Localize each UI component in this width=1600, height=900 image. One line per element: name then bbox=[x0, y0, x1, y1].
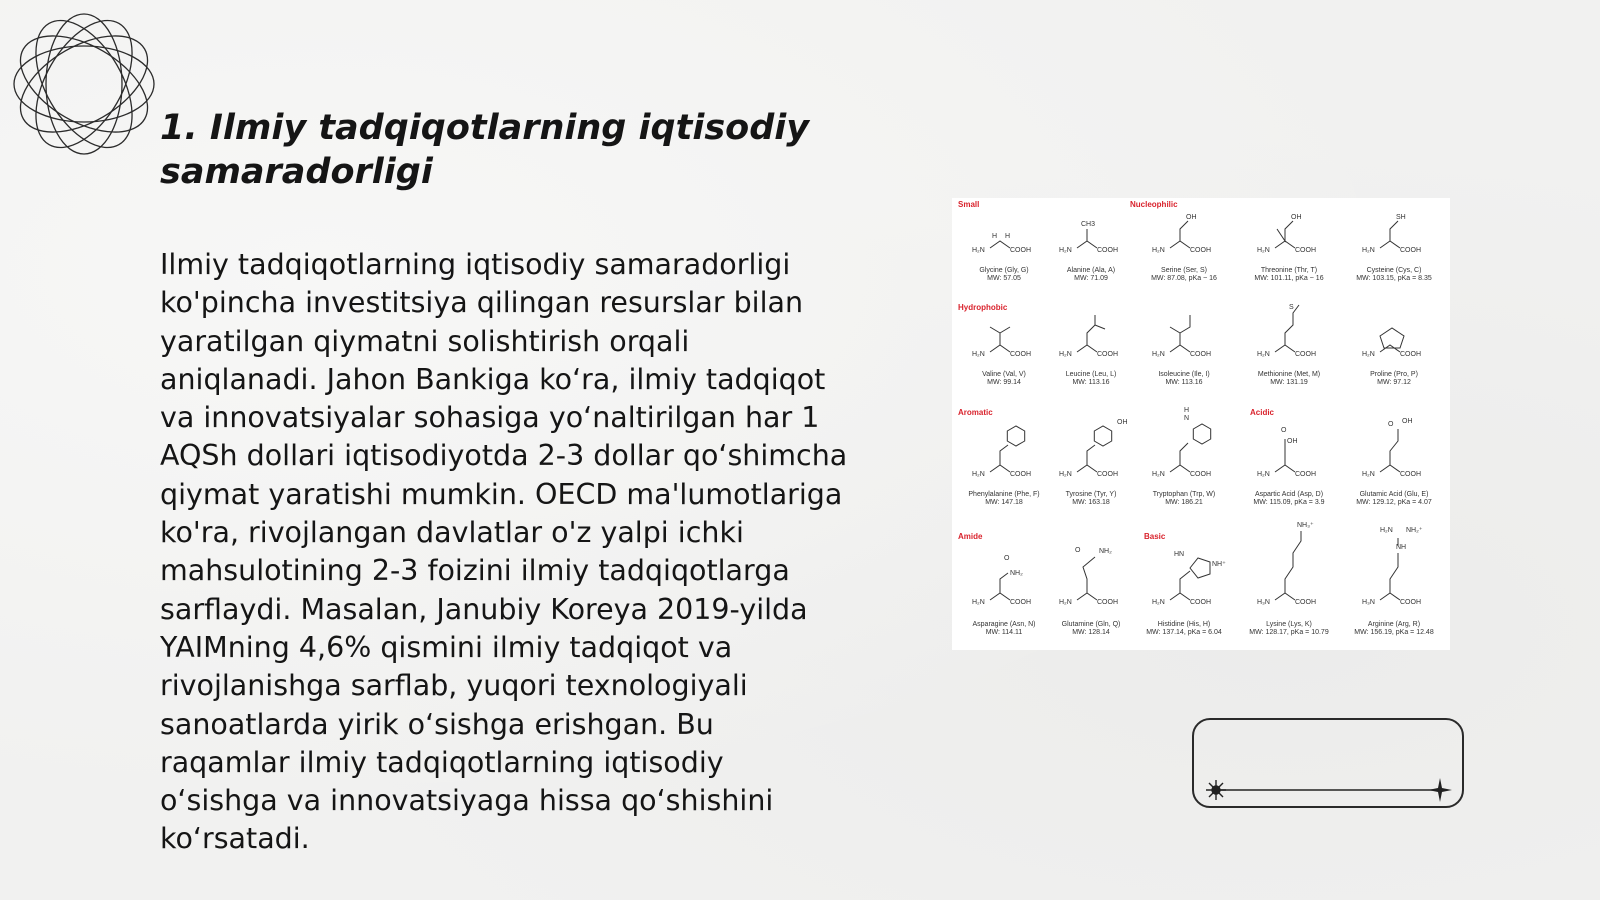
arginine-side-chain bbox=[1390, 553, 1398, 593]
amino-acid-mw: MW: 137.14, pKa = 6.04 bbox=[1146, 629, 1222, 636]
amino-acid-name: Tyrosine (Tyr, Y) bbox=[1065, 491, 1117, 498]
backbone-bond bbox=[990, 465, 1010, 472]
carboxyl-label: COOH bbox=[1190, 599, 1211, 606]
carboxyl-label: COOH bbox=[1097, 247, 1118, 254]
amino-acid-name: Serine (Ser, S) bbox=[1161, 267, 1207, 274]
glutamic-o-label: O bbox=[1388, 421, 1394, 428]
backbone-bond bbox=[1275, 345, 1295, 352]
tyrosine-ring bbox=[1094, 426, 1111, 446]
slide-title-line-1: 1. Ilmiy tadqiqotlarning iqtisodiy bbox=[160, 108, 810, 148]
slider-track-graphic bbox=[1194, 720, 1466, 810]
group-label-acidic: Acidic bbox=[1250, 408, 1275, 417]
amino-acid-name: Arginine (Arg, R) bbox=[1367, 621, 1421, 628]
carboxyl-label: COOH bbox=[1400, 599, 1421, 606]
amino-acid-structures-figure bbox=[952, 198, 1450, 650]
amino-acid-name: Tryptophan (Trp, W) bbox=[1152, 491, 1216, 498]
amino-acid-name: Lysine (Lys, K) bbox=[1266, 621, 1312, 628]
glutamine-o-label: O bbox=[1075, 547, 1081, 554]
tryptophan-n-label: N bbox=[1184, 415, 1190, 422]
backbone-bond bbox=[990, 345, 1010, 352]
asparagine-side-chain-label: NH₂ bbox=[1010, 570, 1023, 577]
slider-widget[interactable] bbox=[1192, 718, 1464, 808]
group-label-basic: Basic bbox=[1144, 532, 1166, 541]
amino-acid-mw: MW: 113.16 bbox=[1072, 379, 1110, 386]
isoleucine-side-chain-branch bbox=[1180, 315, 1190, 333]
carboxyl-label: COOH bbox=[1190, 247, 1211, 254]
carboxyl-label: COOH bbox=[1010, 247, 1031, 254]
slider-start-sun-icon bbox=[1206, 780, 1226, 800]
tyrosine-side-chain bbox=[1087, 445, 1095, 465]
amino-acid-mw: MW: 99.14 bbox=[987, 379, 1021, 386]
histidine-nh-label: NH⁺ bbox=[1212, 561, 1226, 568]
histidine-side-chain bbox=[1180, 571, 1190, 593]
amino-acid-name: Threonine (Thr, T) bbox=[1260, 267, 1318, 274]
tryptophan-side-chain bbox=[1180, 443, 1188, 465]
amino-acid-name: Methionine (Met, M) bbox=[1257, 371, 1321, 378]
backbone-bond bbox=[1380, 465, 1400, 472]
amino-acid-name: Proline (Pro, P) bbox=[1370, 371, 1418, 378]
amino-acid-mw: MW: 114.11 bbox=[985, 629, 1023, 636]
carboxyl-label: COOH bbox=[1295, 351, 1316, 358]
amino-acid-mw: MW: 103.15, pKa = 8.35 bbox=[1356, 275, 1432, 282]
histidine-hn-label: HN bbox=[1174, 551, 1185, 558]
backbone-bond bbox=[1077, 241, 1097, 248]
leucine-side-chain-branch bbox=[1095, 325, 1105, 329]
amine-label: H₂N bbox=[1152, 247, 1165, 254]
amino-acid-mw: MW: 156.19, pKa = 12.48 bbox=[1354, 629, 1434, 636]
amine-label: H₂N bbox=[1152, 599, 1165, 606]
amino-acid-name: Aspartic Acid (Asp, D) bbox=[1254, 491, 1324, 498]
group-label-nucleophilic: Nucleophilic bbox=[1130, 200, 1178, 209]
carboxyl-label: COOH bbox=[1190, 351, 1211, 358]
amino-acid-mw: MW: 57.05 bbox=[987, 275, 1021, 282]
amino-acid-mw: MW: 131.19 bbox=[1270, 379, 1308, 386]
carboxyl-label: COOH bbox=[1097, 599, 1118, 606]
amino-acid-structures-drawing bbox=[952, 198, 1450, 650]
glutamine-side-chain bbox=[1083, 557, 1095, 593]
amino-acid-mw: MW: 128.14 bbox=[1072, 629, 1110, 636]
amino-acid-name: Glycine (Gly, G) bbox=[979, 267, 1029, 274]
amino-acid-mw: MW: 128.17, pKa = 10.79 bbox=[1249, 629, 1329, 636]
asparagine-side-chain bbox=[1000, 573, 1008, 593]
amino-acid-name: Glutamine (Gln, Q) bbox=[1061, 621, 1121, 628]
valine-side-chain-branch bbox=[1000, 327, 1010, 333]
tryptophan-h-label: H bbox=[1184, 407, 1190, 414]
amino-acid-name: Asparagine (Asn, N) bbox=[972, 621, 1036, 628]
amine-label: H₂N bbox=[1059, 599, 1072, 606]
lysine-side-chain-label: NH₃⁺ bbox=[1297, 522, 1314, 529]
amino-acid-name: Leucine (Leu, L) bbox=[1065, 371, 1117, 378]
carboxyl-label: COOH bbox=[1295, 247, 1316, 254]
glycine-h-label: H bbox=[1005, 233, 1011, 240]
carboxyl-label: COOH bbox=[1190, 471, 1211, 478]
leucine-side-chain bbox=[1087, 315, 1095, 345]
amino-acid-name: Cysteine (Cys, C) bbox=[1366, 267, 1422, 274]
amino-acid-mw: MW: 113.16 bbox=[1165, 379, 1203, 386]
arginine-h2n-label: H₂N bbox=[1380, 527, 1393, 534]
arginine-nh2-label: NH₂⁺ bbox=[1406, 527, 1423, 534]
serine-side-chain-label: OH bbox=[1186, 214, 1197, 221]
aspartic-side-chain-label: OH bbox=[1287, 438, 1298, 445]
backbone-bond bbox=[1077, 345, 1097, 352]
carboxyl-label: COOH bbox=[1010, 599, 1031, 606]
decorative-ring-icon bbox=[10, 10, 158, 158]
amino-acid-mw: MW: 147.18 bbox=[985, 499, 1023, 506]
amino-acid-mw: MW: 163.18 bbox=[1072, 499, 1110, 506]
backbone-bond bbox=[1170, 465, 1190, 472]
amine-label: H₂N bbox=[1257, 471, 1270, 478]
slider-end-star-icon bbox=[1428, 778, 1452, 802]
amino-acid-name: Histidine (His, H) bbox=[1157, 621, 1211, 628]
carboxyl-label: COOH bbox=[1097, 351, 1118, 358]
carboxyl-label: COOH bbox=[1400, 351, 1421, 358]
slide-body-text: Ilmiy tadqiqotlarning iqtisodiy samaradorligi ko'pincha investitsiya qilingan resurslar bilan yaratilgan qiymatni solishtirish orqali aniqlanadi. Jahon Bankiga ko‘ra, ilmiy tadqiqot va innovatsiyalar sohasiga yo‘naltirilgan har 1 AQSh dollari iqtisodiyotda 2-3 dollar qo‘shimcha qiymat yaratishi mumkin. OECD ma'lumotlariga ko'ra, rivojlangan davlatlar o'z yalpi ichki mahsulotining 2-3 foizini ilmiy tadqiqotlarga sarflaydi. Masalan, Janubiy Koreya 2019-yilda YAIMning 4,6% qismini ilmiy tadqiqot va rivojlanishga sarflab, yuqori texnologiyali sanoatlarda yirik o‘sishga erishgan. Bu raqamlar ilmiy tadqiqotlarning iqtisodiy o‘sishga va innovatsiyaga hissa qo‘shishini ko‘rsatadi. bbox=[160, 248, 848, 856]
phenylalanine-ring bbox=[1007, 426, 1024, 446]
backbone-bond bbox=[1380, 593, 1400, 600]
group-label-small: Small bbox=[958, 200, 980, 209]
phenylalanine-side-chain bbox=[1000, 445, 1008, 465]
glutamic-side-chain-label: OH bbox=[1402, 418, 1413, 425]
amine-label: H₂N bbox=[972, 247, 985, 254]
methionine-side-chain bbox=[1285, 305, 1299, 345]
group-label-amide: Amide bbox=[958, 532, 983, 541]
carboxyl-label: COOH bbox=[1295, 471, 1316, 478]
amino-acid-name: Phenylalanine (Phe, F) bbox=[968, 491, 1040, 498]
amine-label: H₂N bbox=[1257, 247, 1270, 254]
amine-label: H₂N bbox=[1059, 247, 1072, 254]
amino-acid-mw: MW: 97.12 bbox=[1377, 379, 1411, 386]
amine-label: H₂N bbox=[1362, 351, 1375, 358]
threonine-side-chain bbox=[1277, 221, 1293, 241]
amine-label: H₂N bbox=[1059, 471, 1072, 478]
amine-label: H₂N bbox=[1152, 351, 1165, 358]
carboxyl-label: COOH bbox=[1295, 599, 1316, 606]
amine-label: H₂N bbox=[972, 599, 985, 606]
backbone-bond bbox=[1170, 345, 1190, 352]
tryptophan-ring bbox=[1193, 424, 1210, 444]
threonine-side-chain-label: OH bbox=[1291, 214, 1302, 221]
serine-side-chain bbox=[1180, 221, 1188, 241]
proline-ring bbox=[1380, 328, 1404, 348]
isoleucine-side-chain bbox=[1170, 327, 1180, 345]
amine-label: H₂N bbox=[972, 351, 985, 358]
amino-acid-mw: MW: 87.08, pKa ~ 16 bbox=[1151, 275, 1217, 282]
valine-side-chain bbox=[990, 327, 1000, 345]
amine-label: H₂N bbox=[1152, 471, 1165, 478]
tyrosine-oh-label: OH bbox=[1117, 419, 1128, 426]
cysteine-side-chain bbox=[1390, 221, 1398, 241]
backbone-bond bbox=[990, 593, 1010, 600]
glycine-h-label: H bbox=[992, 233, 998, 240]
amine-label: H₃N bbox=[1257, 599, 1270, 606]
amino-acid-mw: MW: 186.21 bbox=[1165, 499, 1203, 506]
backbone-bond bbox=[1275, 241, 1295, 248]
glutamic-side-chain bbox=[1390, 429, 1398, 465]
amine-label: H₂N bbox=[1362, 247, 1375, 254]
backbone-bond bbox=[1275, 465, 1295, 472]
carboxyl-label: COOH bbox=[1400, 247, 1421, 254]
alanine-side-chain-label: CH3 bbox=[1081, 221, 1096, 228]
carboxyl-label: COOH bbox=[1010, 471, 1031, 478]
amino-acid-mw: MW: 101.11, pKa ~ 16 bbox=[1254, 275, 1324, 282]
amino-acid-name: Valine (Val, V) bbox=[982, 371, 1026, 378]
amino-acid-mw: MW: 129.12, pKa = 4.07 bbox=[1356, 499, 1432, 506]
amino-acid-name: Glutamic Acid (Glu, E) bbox=[1359, 491, 1429, 498]
lysine-side-chain bbox=[1285, 531, 1301, 593]
amine-label: H₂N bbox=[1059, 351, 1072, 358]
histidine-ring bbox=[1190, 558, 1210, 578]
backbone-bond bbox=[1275, 593, 1295, 600]
aspartic-o-label: O bbox=[1281, 427, 1287, 434]
asparagine-o-label: O bbox=[1004, 555, 1010, 562]
amine-label: H₃N bbox=[1362, 599, 1375, 606]
backbone-bond bbox=[1170, 593, 1190, 600]
backbone-bond bbox=[1170, 241, 1190, 248]
group-label-hydrophobic: Hydrophobic bbox=[958, 303, 1008, 312]
group-label-aromatic: Aromatic bbox=[958, 408, 993, 417]
slide-title bbox=[160, 106, 860, 194]
amine-label: H₂N bbox=[1362, 471, 1375, 478]
backbone-bond bbox=[1380, 241, 1400, 248]
amino-acid-name: Alanine (Ala, A) bbox=[1066, 267, 1116, 274]
backbone-bond bbox=[1077, 593, 1097, 600]
amine-label: H₂N bbox=[972, 471, 985, 478]
amino-acid-mw: MW: 115.09, pKa = 3.9 bbox=[1253, 499, 1325, 506]
amino-acid-mw: MW: 71.09 bbox=[1074, 275, 1108, 282]
slide-title-line-2: samaradorligi bbox=[160, 152, 433, 192]
arginine-side-chain-label: NH bbox=[1396, 544, 1407, 551]
backbone-bond bbox=[990, 241, 1010, 248]
carboxyl-label: COOH bbox=[1400, 471, 1421, 478]
glutamine-side-chain-label: NH₂ bbox=[1099, 548, 1112, 555]
amine-label: H₂N bbox=[1257, 351, 1270, 358]
backbone-bond bbox=[1077, 465, 1097, 472]
methionine-side-chain-label: S bbox=[1289, 304, 1294, 311]
carboxyl-label: COOH bbox=[1010, 351, 1031, 358]
cysteine-side-chain-label: SH bbox=[1396, 214, 1406, 221]
amino-acid-name: Isoleucine (Ile, I) bbox=[1158, 371, 1210, 378]
carboxyl-label: COOH bbox=[1097, 471, 1118, 478]
